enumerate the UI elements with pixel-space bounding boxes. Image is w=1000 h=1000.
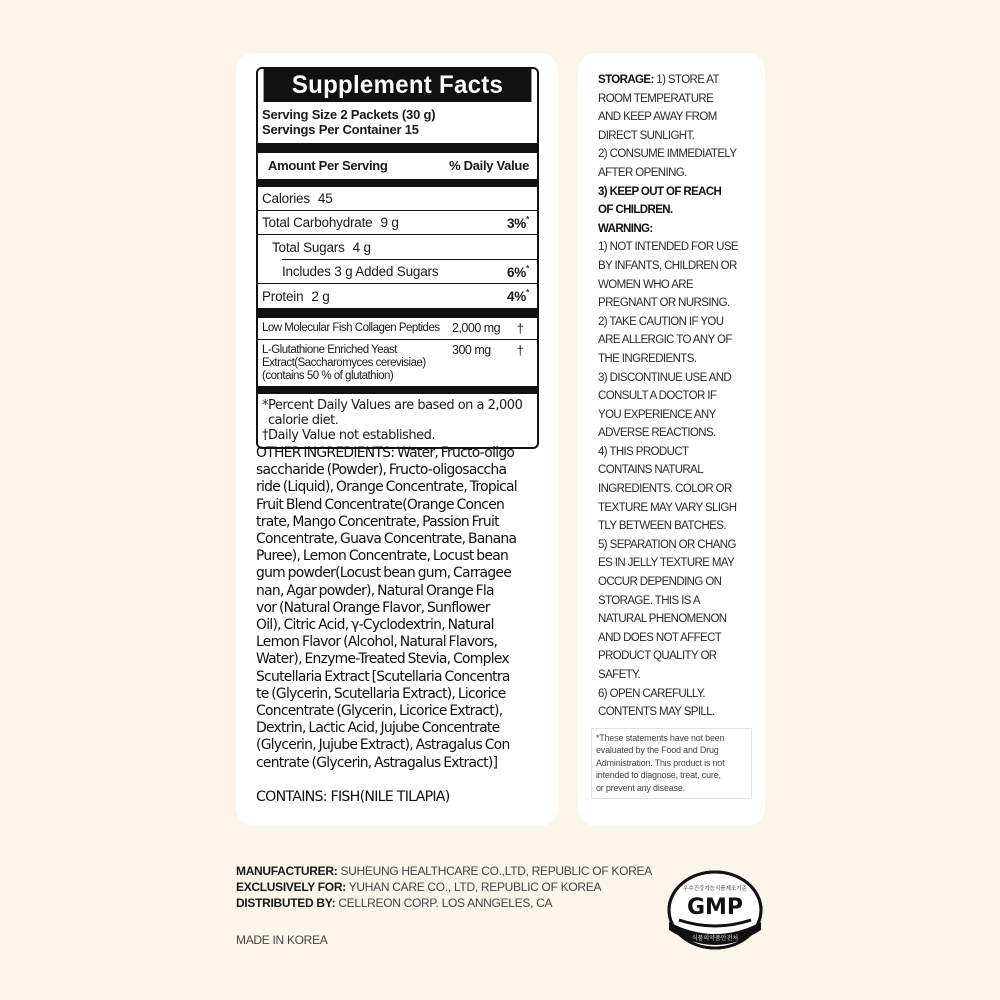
warning-line xyxy=(598,183,763,202)
nutrient-dv: 6% xyxy=(506,264,527,280)
warning-line-text: AND DOES NOT AFFECT xyxy=(598,631,722,644)
warning-line-text: 4) THIS PRODUCT xyxy=(598,445,689,458)
company-info xyxy=(236,863,652,911)
warning-line xyxy=(598,610,763,629)
distributor-value: CELLREON CORP. LOS ANNGELES, CA xyxy=(335,896,553,910)
ingredients-line: Puree), Lemon Concentrate, Locust bean xyxy=(256,548,509,565)
warning-line-text: CONTENTS MAY SPILL. xyxy=(598,706,715,719)
manufacturer-label: MANUFACTURER: xyxy=(236,864,338,878)
divider-thick xyxy=(258,179,537,187)
nutrient-label: Total Sugars xyxy=(272,239,345,255)
divider-thick xyxy=(258,386,537,394)
warning-line xyxy=(598,238,763,257)
servings-per-container: Servings Per Container 15 xyxy=(262,122,419,137)
exclusive-line xyxy=(236,879,652,895)
ingredients-line: (Glycerin, Jujube Extract), Astragalus Con xyxy=(256,737,510,754)
ingredients-line: Concentrate, Guava Concentrate, Banana xyxy=(256,531,517,548)
ingredient-row-glutathione xyxy=(258,340,537,386)
warning-line-text: NATURAL PHENOMENON xyxy=(598,613,727,626)
warning-line xyxy=(598,164,763,183)
manufacturer-value: SUHEUNG HEALTHCARE CO.,LTD, REPUBLIC OF KOREA xyxy=(337,864,652,878)
label-panel-left xyxy=(236,53,558,826)
nutrient-row-carbohydrate xyxy=(258,211,537,235)
nutrient-amount: 45 xyxy=(317,191,333,206)
warning-line xyxy=(598,536,763,555)
asterisk-mark: * xyxy=(526,263,529,273)
nutrient-amount: 9 g xyxy=(380,215,399,230)
disclaimer-line: evaluated by the Food and Drug xyxy=(596,745,719,756)
allergen-contains: CONTAINS: FISH(NILE TILAPIA) xyxy=(256,789,450,805)
ingredient-name xyxy=(262,344,452,383)
warning-line-text: AND KEEP AWAY FROM xyxy=(598,111,717,124)
nutrient-amount: 4 g xyxy=(352,239,371,255)
warning-line xyxy=(598,108,763,127)
nutrient-row-total-sugars xyxy=(258,235,537,259)
warning-line-text: TEXTURE MAY VARY SLIGH xyxy=(598,501,737,514)
ingredients-line: trate, Mango Concentrate, Passion Fruit xyxy=(256,513,499,530)
daily-value-label: % Daily Value xyxy=(449,158,529,173)
ingredients-line: Scutellaria Extract [Scutellaria Concentra xyxy=(256,668,510,685)
warning-line xyxy=(598,331,763,350)
warning-line-text: 1) STORE AT xyxy=(653,74,719,86)
disclaimer-line: or prevent any disease. xyxy=(596,782,685,793)
footnote-line: *Percent Daily Values are based on a 2,000 xyxy=(262,398,523,413)
label-panel-right xyxy=(578,53,765,826)
warning-line xyxy=(598,573,763,592)
warning-line xyxy=(598,499,763,518)
warning-line-bold: STORAGE: xyxy=(598,74,654,86)
disclaimer-line: *These statements have not been xyxy=(596,733,725,743)
warning-line-text: DIRECT SUNLIGHT. xyxy=(598,129,695,142)
warning-line-text: BY INFANTS, CHILDREN OR xyxy=(598,259,737,272)
warning-line xyxy=(598,517,763,536)
ingredient-row-collagen xyxy=(258,318,537,340)
warning-line xyxy=(598,71,763,90)
warning-line xyxy=(598,666,763,685)
nutrient-row-added-sugars xyxy=(258,260,537,284)
warning-line xyxy=(598,201,763,220)
serving-size: Serving Size 2 Packets (30 g) xyxy=(262,107,436,122)
warning-line xyxy=(598,703,763,722)
warning-line xyxy=(598,145,763,164)
warning-line-bold: WARNING: xyxy=(598,222,653,235)
ingredients-line: Fruit Blend Concentrate(Orange Concen xyxy=(256,496,505,513)
warning-line-text: 5) SEPARATION OR CHANG xyxy=(598,538,736,551)
warning-line xyxy=(598,424,763,443)
other-ingredients-label: OTHER INGREDIENTS: xyxy=(256,445,395,461)
asterisk-mark: * xyxy=(526,288,529,297)
exclusive-label: EXCLUSIVELY FOR: xyxy=(236,880,346,894)
ingredient-name-line: L-Glutathione Enriched Yeast xyxy=(262,344,397,356)
ingredient-name-line: Extract(Saccharomyces cerevisiae) xyxy=(262,357,426,369)
ingredients-line: Lemon Flavor (Alcohol, Natural Flavors, xyxy=(256,634,498,651)
other-ingredients-text xyxy=(256,445,540,772)
gmp-top-text: 우수건강기능식품제조기준 xyxy=(683,886,747,892)
ingredients-line: Water), Enzyme-Treated Stevia, Complex xyxy=(256,651,509,668)
warning-line-text: CONSULT A DOCTOR IF xyxy=(598,390,717,403)
warning-line xyxy=(598,276,763,295)
distributor-label: DISTRIBUTED BY: xyxy=(236,896,336,910)
warning-line xyxy=(598,480,763,499)
warning-line xyxy=(598,443,763,462)
divider-thick xyxy=(258,143,537,153)
gmp-certification-logo xyxy=(667,870,763,950)
asterisk-mark: * xyxy=(526,214,529,224)
gmp-badge-icon xyxy=(667,870,763,950)
warning-line-text: AFTER OPENING. xyxy=(598,166,687,179)
warning-line-text: TLY BETWEEN BATCHES. xyxy=(598,520,726,533)
warning-line-text: THE INGREDIENTS. xyxy=(598,352,697,365)
warning-line xyxy=(598,294,763,313)
warning-line-text: INGREDIENTS. COLOR OR xyxy=(598,483,732,496)
disclaimer-line: Administration. This product is not xyxy=(596,757,725,768)
nutrient-row-protein xyxy=(258,284,537,308)
warning-line-text: PREGNANT OR NURSING. xyxy=(598,297,730,310)
warning-line-text: 3) DISCONTINUE USE AND xyxy=(598,371,732,384)
ingredients-line: Concentrate (Glycerin, Licorice Extract), xyxy=(256,703,503,720)
warning-line xyxy=(598,387,763,406)
ingredients-line: centrate (Glycerin, Astragalus Extract)] xyxy=(256,754,498,771)
warning-line-text: 2) TAKE CAUTION IF YOU xyxy=(598,315,724,328)
ingredients-line: gum powder(Locust bean gum, Carragee xyxy=(256,565,512,582)
nutrient-dv: 4% xyxy=(506,289,527,304)
daily-value-footnote xyxy=(258,394,537,447)
warning-line xyxy=(598,220,763,239)
ingredients-line: Oil), Citric Acid, γ-Cyclodextrin, Natural xyxy=(256,617,494,634)
warning-line xyxy=(598,313,763,332)
warning-line-text: YOU EXPERIENCE ANY xyxy=(598,408,716,421)
warning-line-text: 6) OPEN CAREFULLY. xyxy=(598,687,706,700)
divider-thick xyxy=(258,308,537,318)
warning-line-text: ADVERSE REACTIONS. xyxy=(598,427,716,440)
ingredient-amount: 300 mg xyxy=(452,343,491,357)
warning-line xyxy=(598,369,763,388)
gmp-main-text: GMP xyxy=(686,895,744,920)
warning-line-text: ES IN JELLY TEXTURE MAY xyxy=(598,557,735,570)
warning-line-bold: 3) KEEP OUT OF REACH xyxy=(598,185,722,198)
ingredient-name-line: (contains 50 % of glutathion) xyxy=(262,370,394,382)
ingredients-line: saccharide (Powder), Fructo-oligosaccha xyxy=(256,462,507,479)
warning-line xyxy=(598,350,763,369)
ingredients-line: Dextrin, Lactic Acid, Jujube Concentrate xyxy=(256,720,500,737)
warning-line xyxy=(598,629,763,648)
serving-info xyxy=(258,102,537,143)
warning-line-text: ARE ALLERGIC TO ANY OF xyxy=(598,334,732,347)
warning-line xyxy=(598,127,763,146)
ingredients-line: vor (Natural Orange Flavor, Sunflower xyxy=(256,599,490,616)
warning-line xyxy=(598,554,763,573)
ingredient-amount: 2,000 mg xyxy=(452,321,501,335)
amount-header-row xyxy=(258,153,537,179)
manufacturer-line xyxy=(236,863,652,879)
storage-warning-text xyxy=(598,71,763,722)
warning-line-text: CONTAINS NATURAL xyxy=(598,464,703,477)
warning-line xyxy=(598,461,763,480)
warning-line-text: WOMEN WHO ARE xyxy=(598,278,694,291)
warning-line-text: OCCUR DEPENDING ON xyxy=(598,576,722,589)
exclusive-value: YUHAN CARE CO., LTD, REPUBLIC OF KOREA xyxy=(345,880,602,894)
nutrient-label: Includes 3 g Added Sugars xyxy=(282,264,439,279)
fda-disclaimer-box xyxy=(591,728,752,799)
warning-line-text: 1) NOT INTENDED FOR USE xyxy=(598,241,738,254)
warning-line xyxy=(598,685,763,704)
amount-per-serving-label: Amount Per Serving xyxy=(268,158,388,173)
facts-title: Supplement Facts xyxy=(264,69,532,102)
nutrient-label: Protein xyxy=(262,288,304,304)
warning-line xyxy=(598,257,763,276)
ingredients-line: ride (Liquid), Orange Concentrate, Tropical xyxy=(256,479,517,496)
warning-line xyxy=(598,647,763,666)
dagger-mark: † xyxy=(516,321,524,336)
warning-line-bold: OF CHILDREN. xyxy=(598,204,673,217)
ingredients-line: nan, Agar powder), Natural Orange Fla xyxy=(256,582,494,599)
warning-line-text: ROOM TEMPERATURE xyxy=(598,92,714,105)
nutrient-row-calories xyxy=(258,187,537,211)
footnote-line: calorie diet. xyxy=(268,413,339,428)
nutrient-label: Total Carbohydrate xyxy=(262,215,373,230)
warning-line-text: 2) CONSUME IMMEDIATELY xyxy=(598,148,737,161)
ingredients-line: Water, Fructo-oligo xyxy=(394,445,515,461)
warning-line xyxy=(598,592,763,611)
supplement-facts-box xyxy=(256,67,539,449)
made-in-label: MADE IN KOREA xyxy=(236,933,328,947)
warning-line-text: STORAGE. THIS IS A xyxy=(598,594,700,607)
footnote-line: †Daily Value not established. xyxy=(262,428,435,443)
warning-line xyxy=(598,90,763,109)
gmp-bottom-text: 식품의약품안전처 xyxy=(691,935,739,942)
distributor-line xyxy=(236,895,652,911)
dagger-mark: † xyxy=(516,343,524,358)
warning-line xyxy=(598,406,763,425)
warning-line-text: SAFETY. xyxy=(598,669,641,681)
ingredients-line: te (Glycerin, Scutellaria Extract), Licorice xyxy=(256,685,506,702)
warning-line-text: PRODUCT QUALITY OR xyxy=(598,650,717,663)
disclaimer-line: intended to diagnose, treat, cure, xyxy=(596,770,721,781)
nutrient-amount: 2 g xyxy=(311,288,330,304)
nutrient-dv: 3% xyxy=(506,215,527,231)
ingredient-name: Low Molecular Fish Collagen Peptides xyxy=(262,322,440,334)
nutrient-label: Calories xyxy=(262,191,310,206)
